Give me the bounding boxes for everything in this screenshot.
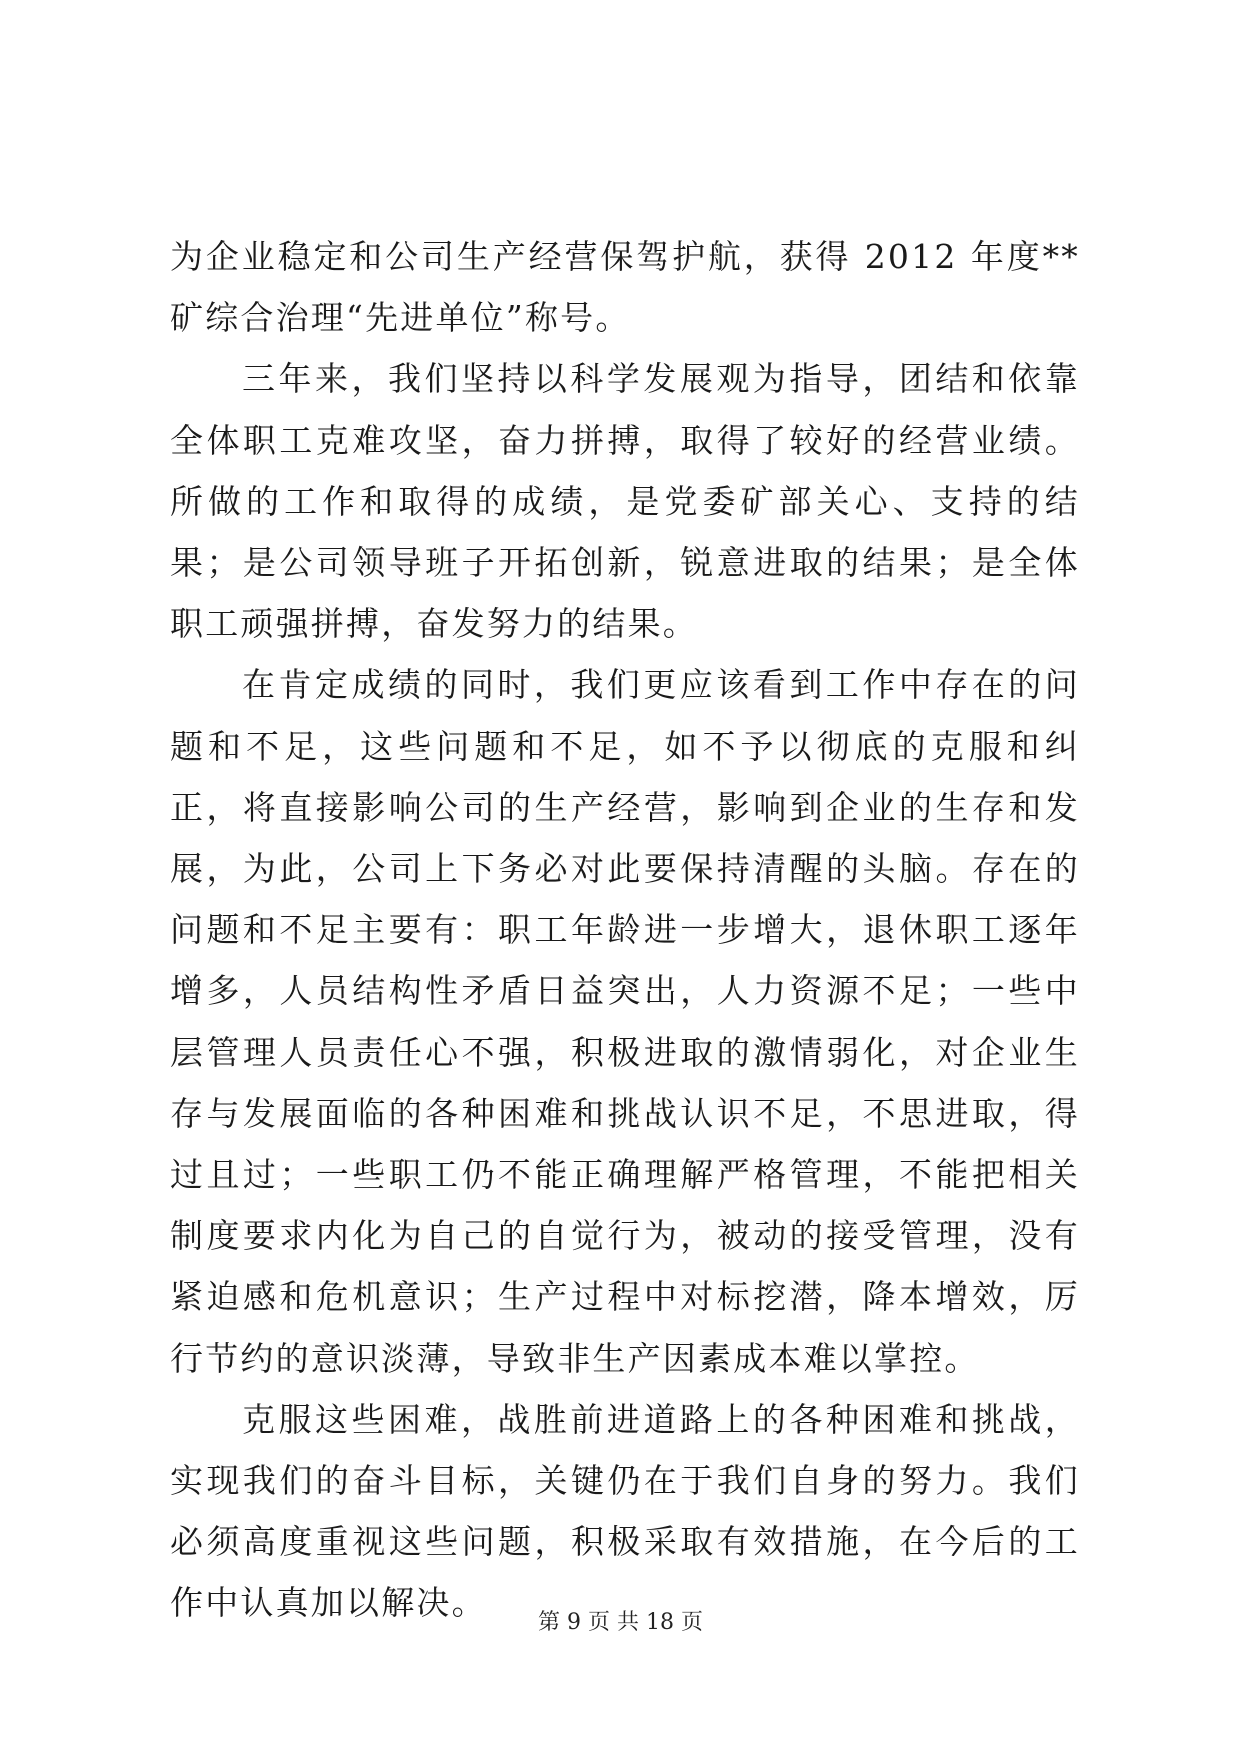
- paragraph-3: 在肯定成绩的同时，我们更应该看到工作中存在的问题和不足，这些问题和不足，如不予以彻底的克服和纠正，将直接影响公司的生产经营，影响到企业的生存和发展，为此，公司上下务必对此要保持清醒的头脑。存在的问题和不足主要有：职工年龄进一步增大，退休职工逐年增多，人员结构性矛盾日益突出，人力资源不足；一些中层管理人员责任心不强，积极进取的激情弱化，对企业生存与发展面临的各种困难和挑战认识不足，不思进取，得过且过；一些职工仍不能正确理解严格管理，不能把相关制度要求内化为自己的自觉行为，被动的接受管理，没有紧迫感和危机意识；生产过程中对标挖潜，降本增效，厉行节约的意识淡薄，导致非生产因素成本难以掌控。: [170, 665, 1080, 1378]
- page-number-footer: 第 9 页 共 18 页: [538, 1610, 703, 1635]
- paragraph-1: 为企业稳定和公司生产经营保驾护航，获得 2012 年度**矿综合治理“先进单位”称号。: [170, 237, 1080, 338]
- paragraph-4: 克服这些困难，战胜前进道路上的各种困难和挑战，实现我们的奋斗目标，关键仍在于我们自身的努力。我们必须高度重视这些问题，积极采取有效措施，在今后的工作中认真加以解决。: [170, 1399, 1080, 1623]
- document-body: [170, 226, 1080, 1634]
- paragraph-2: 三年来，我们坚持以科学发展观为指导，团结和依靠全体职工克难攻坚，奋力拼搏，取得了较好的经营业绩。所做的工作和取得的成绩，是党委矿部关心、支持的结果；是公司领导班子开拓创新，锐意进取的结果；是全体职工顽强拼搏，奋发努力的结果。: [170, 359, 1080, 644]
